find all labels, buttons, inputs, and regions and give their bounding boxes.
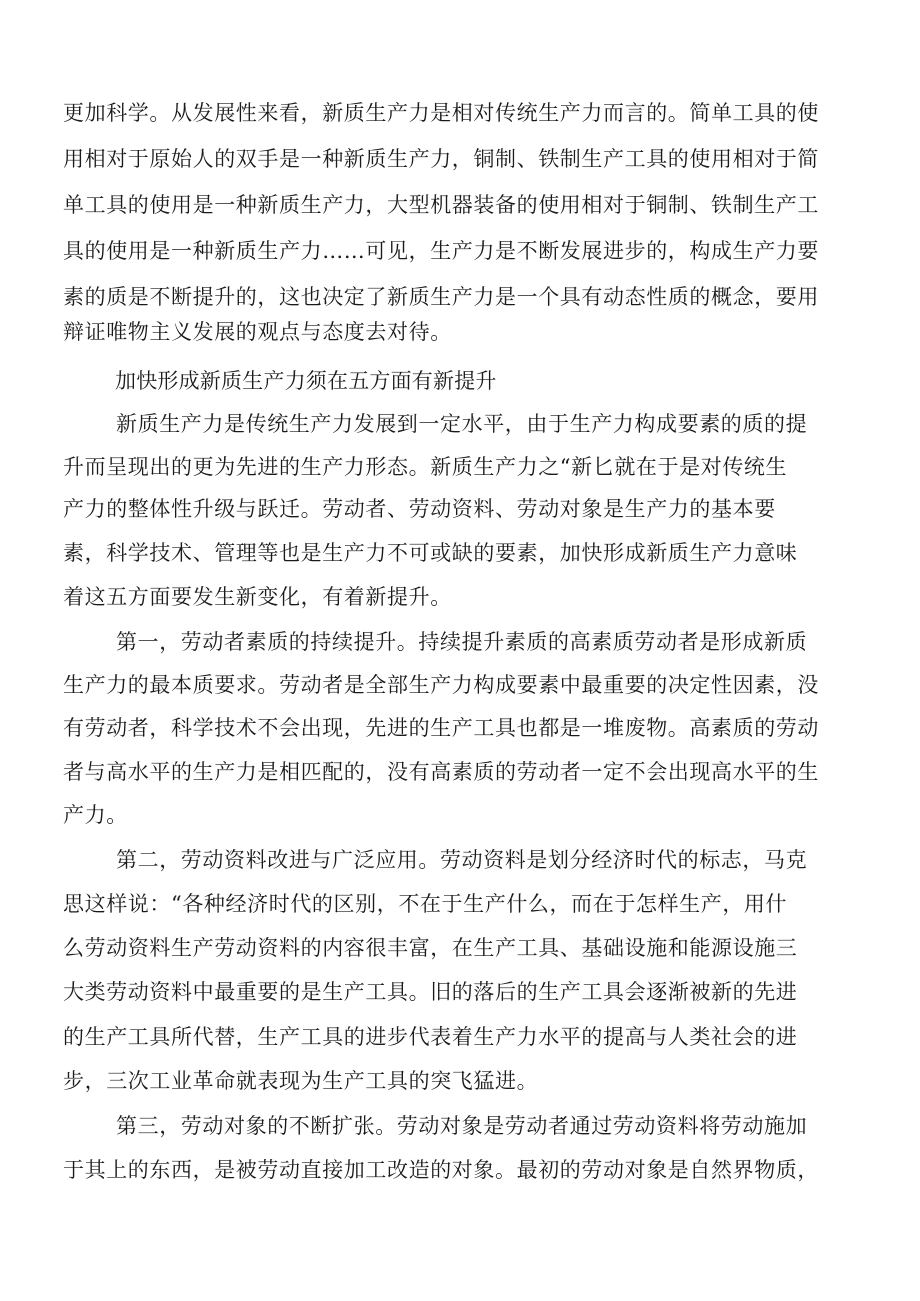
text-line: 么劳动资料生产劳动资料的内容很丰富，在生产工具、基础设施和能源设施三 (63, 936, 798, 960)
text-line: 升而呈现出的更为先进的生产力形态。新质生产力之“新匕就在于是对传统生 (63, 455, 788, 479)
text-line: 有劳动者，科学技术不会出现，先进的生产工具也都是一堆废物。高素质的劳动 (63, 716, 819, 740)
paragraph-first-line: 第一，劳动者素质的持续提升。持续提升素质的高素质劳动者是形成新质 (116, 630, 808, 654)
text-line: 辩证唯物主义发展的观点与态度去对待。 (63, 320, 452, 344)
text-line: 者与高水平的生产力是相匹配的，没有高素质的劳动者一定不会出现高水平的生 (63, 760, 819, 784)
paragraph-first-line: 新质生产力是传统生产力发展到一定水平，由于生产力构成要素的质的提 (116, 412, 808, 436)
paragraph-first-line: 第二，劳动资料改进与广泛应用。劳动资料是划分经济时代的标志，马克 (116, 848, 808, 872)
text-line: 更加科学。从发展性来看，新质生产力是相对传统生产力而言的。简单工具的使 (63, 101, 819, 125)
text-line: 于其上的东西，是被劳动直接加工改造的对象。最初的劳动对象是自然界物质， (63, 1158, 819, 1182)
text-line: 产力。 (63, 803, 128, 827)
text-line: 思这样说：“各种经济时代的区别，不在于生产什么，而在于怎样生产，用什 (63, 892, 788, 916)
text-line: 步，三次工业革命就表现为生产工具的突飞猛进。 (63, 1069, 539, 1093)
text-line: 的生产工具所代替，生产工具的进步代表着生产力水平的提高与人类社会的进 (63, 1025, 798, 1049)
text-line: 单工具的使用是一种新质生产力，大型机器装备的使用相对于铜制、铁制生产工 (63, 193, 819, 217)
paragraph-first-line: 第三，劳动对象的不断扩张。劳动对象是劳动者通过劳动资料将劳动施加 (116, 1114, 808, 1138)
text-line: 用相对于原始人的双手是一种新质生产力，铜制、铁制生产工具的使用相对于简 (63, 147, 819, 171)
text-line: 具的使用是一种新质生产力……可见，生产力是不断发展进步的，构成生产力要 (63, 239, 819, 263)
text-line: 素，科学技术、管理等也是生产力不可或缺的要素，加快形成新质生产力意味 (63, 541, 798, 565)
section-heading: 加快形成新质生产力须在五方面有新提升 (115, 369, 497, 393)
text-line: 着这五方面要发生新变化，有着新提升。 (63, 585, 452, 609)
text-line: 素的质是不断提升的，这也决定了新质生产力是一个具有动态性质的概念，要用 (63, 285, 819, 309)
text-line: 大类劳动资料中最重要的是生产工具。旧的落后的生产工具会逐渐被新的先进 (63, 980, 798, 1004)
text-line: 生产力的最本质要求。劳动者是全部生产力构成要素中最重要的决定性因素，没 (63, 673, 819, 697)
text-line: 产力的整体性升级与跃迁。劳动者、劳动资料、劳动对象是生产力的基本要 (63, 497, 776, 521)
